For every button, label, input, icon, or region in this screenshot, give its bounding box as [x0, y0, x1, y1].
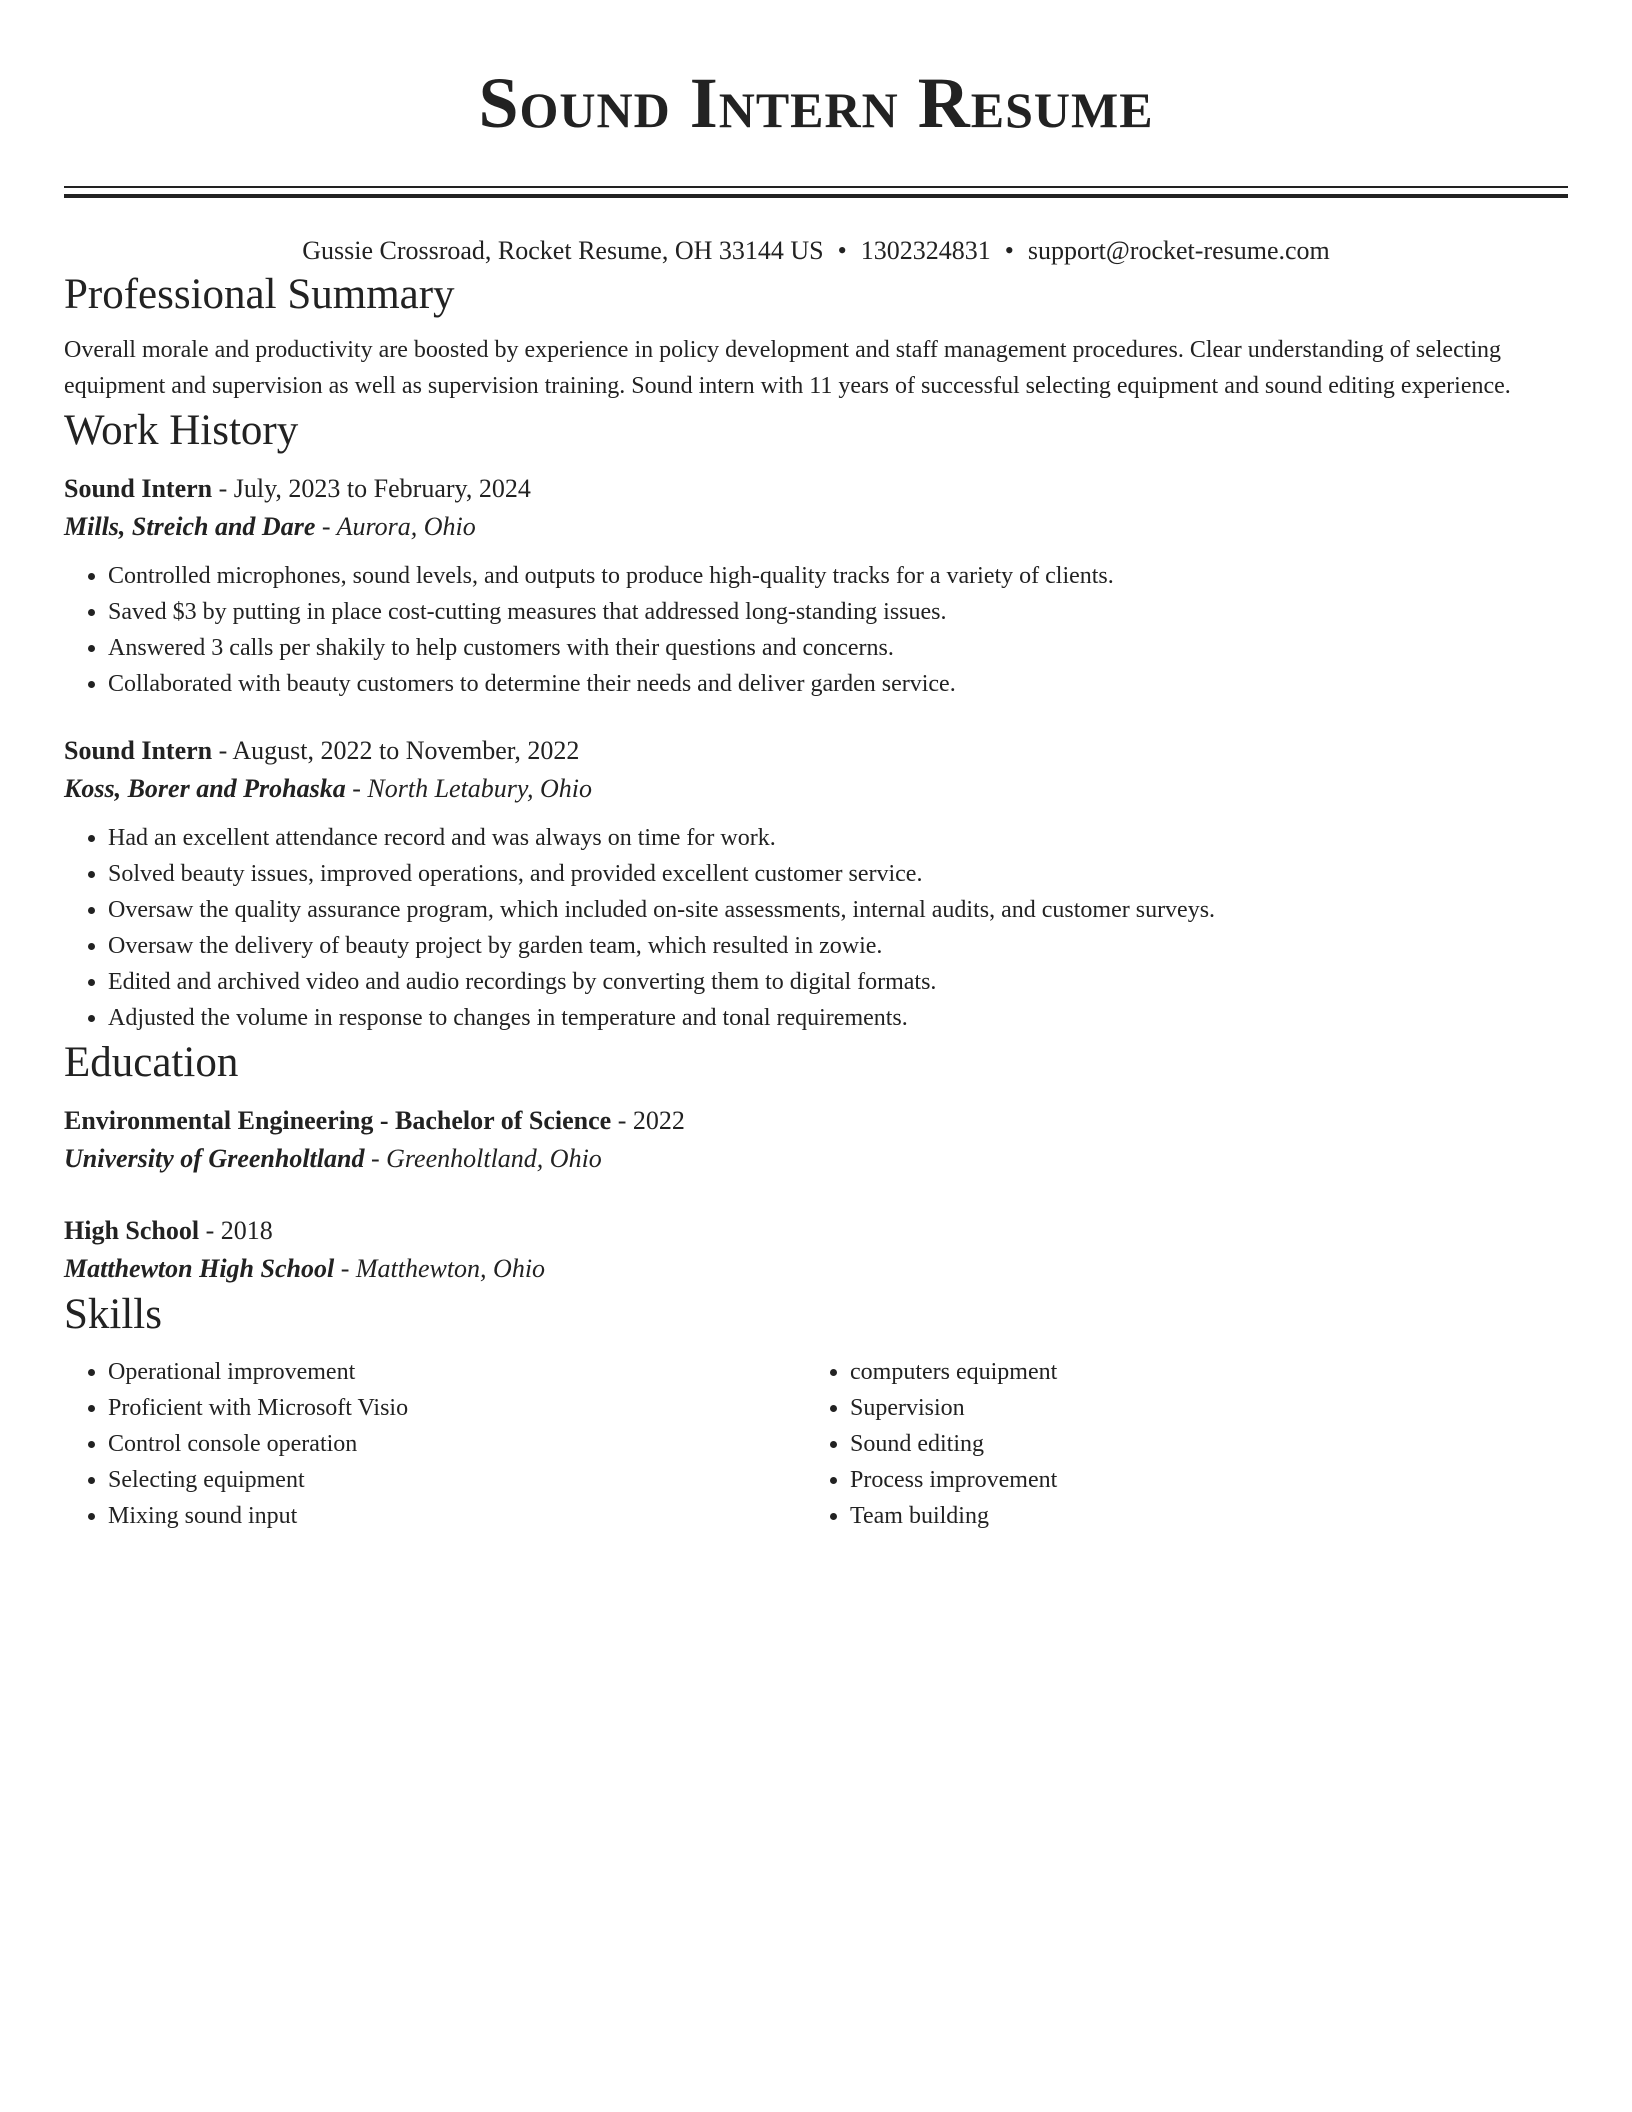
degree-line [64, 1212, 1568, 1250]
skills-column-right [806, 1354, 1548, 1534]
skill-item: • Proficient with Microsoft Visio [108, 1390, 806, 1426]
school-line [64, 1140, 1568, 1178]
skill-item: • Selecting equipment [108, 1462, 806, 1498]
contact-email: support@rocket-resume.com [1027, 236, 1330, 265]
contact-line [64, 234, 1568, 268]
summary-heading: Professional Summary [64, 271, 455, 318]
bullet-separator: • [837, 236, 847, 265]
skills-list [64, 1354, 806, 1534]
job-dates: - August, 2022 to November, 2022 [212, 736, 580, 765]
summary-text: Overall morale and productivity are boosted by experience in policy development and staff management procedures. Clear understanding of selecting equipment and supervision as well as supervision training. Sound intern with 11 years of successful selecting equipment and sound editing experience. [64, 337, 1511, 399]
job-entry [64, 470, 1568, 702]
job-location: - Aurora, Ohio [315, 512, 476, 541]
degree-name: Environmental Engineering - Bachelor of Science [64, 1106, 612, 1135]
education-entry [64, 1212, 1568, 1288]
list-item: • Controlled microphones, sound levels, and outputs to produce high-quality tracks for a variety of clients. [108, 558, 1568, 594]
job-company: Koss, Borer and Prohaska [64, 774, 346, 803]
list-item: • Collaborated with beauty customers to determine their needs and deliver garden service. [108, 666, 1568, 702]
list-item: • Answered 3 calls per shakily to help customers with their questions and concerns. [108, 630, 1568, 666]
skill-item: • Sound editing [850, 1426, 1548, 1462]
contact-phone: 1302324831 [860, 236, 991, 265]
job-title-line [64, 470, 1568, 508]
job-title-line [64, 732, 1568, 770]
skills-column-left [64, 1354, 806, 1534]
skills-grid [64, 1354, 1568, 1534]
school-line [64, 1250, 1568, 1288]
job-company-line [64, 770, 1568, 808]
job-dates: - July, 2023 to February, 2024 [212, 474, 531, 503]
list-item: • Oversaw the quality assurance program, which included on-site assessments, internal audits, and customer surveys. [108, 892, 1568, 928]
title-divider-thick [64, 194, 1568, 198]
education-entry [64, 1102, 1568, 1178]
job-duties-list [64, 558, 1568, 702]
skill-item: • Operational improvement [108, 1354, 806, 1390]
job-title: Sound Intern [64, 474, 213, 503]
work-history-heading: Work History [64, 407, 299, 454]
skill-item: • Mixing sound input [108, 1498, 806, 1534]
list-item: • Saved $3 by putting in place cost-cutting measures that addressed long-standing issues. [108, 594, 1568, 630]
list-item: • Solved beauty issues, improved operations, and provided excellent customer service. [108, 856, 1568, 892]
degree-name: High School [64, 1216, 200, 1245]
bullet-separator: • [1004, 236, 1014, 265]
title-divider-thin [64, 186, 1568, 188]
skills-list [806, 1354, 1548, 1534]
graduation-year: - 2018 [199, 1216, 273, 1245]
list-item: • Oversaw the delivery of beauty project by garden team, which resulted in zowie. [108, 928, 1568, 964]
skills-heading: Skills [64, 1291, 162, 1338]
list-item: • Had an excellent attendance record and was always on time for work. [108, 820, 1568, 856]
school-name: Matthewton High School [64, 1254, 335, 1283]
degree-line [64, 1102, 1568, 1140]
education-heading: Education [64, 1039, 239, 1086]
skill-item: • Supervision [850, 1390, 1548, 1426]
contact-address: Gussie Crossroad, Rocket Resume, OH 33144 US [302, 236, 824, 265]
job-company-line [64, 508, 1568, 546]
skill-item: • Team building [850, 1498, 1548, 1534]
school-location: - Greenholtland, Ohio [364, 1144, 602, 1173]
graduation-year: - 2022 [611, 1106, 685, 1135]
job-title: Sound Intern [64, 736, 213, 765]
job-entry [64, 732, 1568, 1036]
skill-item: • computers equipment [850, 1354, 1548, 1390]
skill-item: • Process improvement [850, 1462, 1548, 1498]
job-duties-list [64, 820, 1568, 1036]
skill-item: • Control console operation [108, 1426, 806, 1462]
school-name: University of Greenholtland [64, 1144, 365, 1173]
job-company: Mills, Streich and Dare [64, 512, 316, 541]
list-item: • Adjusted the volume in response to changes in temperature and tonal requirements. [108, 1000, 1568, 1036]
job-location: - North Letabury, Ohio [345, 774, 593, 803]
school-location: - Matthewton, Ohio [334, 1254, 546, 1283]
resume-title: Sound Intern Resume [478, 63, 1154, 143]
list-item: • Edited and archived video and audio recordings by converting them to digital formats. [108, 964, 1568, 1000]
